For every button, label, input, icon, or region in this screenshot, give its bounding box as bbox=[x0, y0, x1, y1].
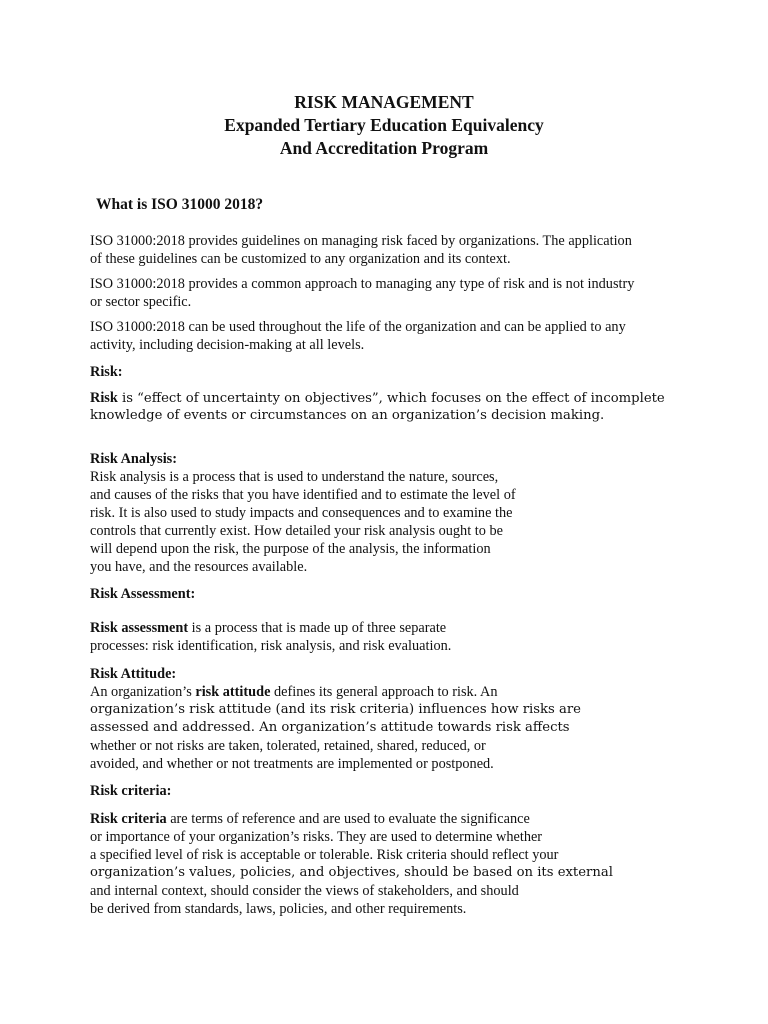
risk-criteria-paragraph bbox=[90, 810, 613, 918]
risk-criteria-term: Risk criteria bbox=[90, 811, 167, 827]
risk-assessment-line-2: processes: risk identification, risk analysis, and risk evaluation. bbox=[90, 638, 452, 654]
risk-line-2: knowledge of events or circumstances on an organization’s decision making. bbox=[90, 408, 605, 423]
document-title bbox=[0, 91, 768, 160]
risk-analysis-line-6: you have, and the resources available. bbox=[90, 559, 308, 575]
risk-attitude-line-3: assessed and addressed. An organization’s attitude towards risk affects bbox=[90, 720, 570, 735]
risk-analysis-line-3: risk. It is also used to study impacts and consequences and to examine the bbox=[90, 505, 513, 521]
risk-paragraph bbox=[90, 389, 665, 425]
iso-p3-line-2: activity, including decision-making at all levels. bbox=[90, 337, 365, 353]
risk-attitude-line-1-post: defines its general approach to risk. An bbox=[270, 684, 498, 700]
risk-attitude-paragraph bbox=[90, 683, 581, 773]
risk-criteria-line-4: organization’s values, policies, and objectives, should be based on its external bbox=[90, 865, 613, 880]
risk-criteria-heading: Risk criteria: bbox=[90, 783, 172, 799]
iso-p2-line-1: ISO 31000:2018 provides a common approach to managing any type of risk and is not industry bbox=[90, 276, 635, 292]
iso-p3-line-1: ISO 31000:2018 can be used throughout the life of the organization and can be applied to any bbox=[90, 319, 626, 335]
title-line-1: RISK MANAGEMENT bbox=[294, 92, 474, 112]
risk-criteria-line-1: are terms of reference and are used to evaluate the significance bbox=[166, 811, 530, 827]
risk-analysis-paragraph bbox=[90, 468, 516, 576]
risk-assessment-paragraph bbox=[90, 619, 451, 655]
risk-heading: Risk: bbox=[90, 364, 123, 380]
iso-p2-line-2: or sector specific. bbox=[90, 294, 192, 310]
risk-criteria-line-2: or importance of your organization’s risks. They are used to determine whether bbox=[90, 829, 543, 845]
risk-assessment-line-1: is a process that is made up of three separate bbox=[188, 620, 447, 636]
iso-paragraph-3 bbox=[90, 318, 626, 354]
risk-assessment-term: Risk assessment bbox=[90, 620, 189, 636]
risk-assessment-heading: Risk Assessment: bbox=[90, 586, 196, 602]
risk-attitude-line-5: avoided, and whether or not treatments are implemented or postponed. bbox=[90, 756, 494, 772]
iso-p1-line-1: ISO 31000:2018 provides guidelines on managing risk faced by organizations. The application bbox=[90, 233, 632, 249]
iso-paragraph-1 bbox=[90, 232, 632, 268]
iso-p1-line-2: of these guidelines can be customized to any organization and its context. bbox=[90, 251, 511, 267]
risk-attitude-term: risk attitude bbox=[195, 684, 271, 700]
title-line-3: And Accreditation Program bbox=[279, 138, 489, 158]
iso-heading: What is ISO 31000 2018? bbox=[96, 196, 264, 213]
risk-attitude-line-1-pre: An organization’s bbox=[90, 684, 196, 700]
risk-analysis-heading: Risk Analysis: bbox=[90, 451, 178, 467]
risk-criteria-line-5: and internal context, should consider the views of stakeholders, and should bbox=[90, 883, 519, 899]
risk-analysis-line-1: Risk analysis is a process that is used to understand the nature, sources, bbox=[90, 469, 499, 485]
title-line-2: Expanded Tertiary Education Equivalency bbox=[224, 115, 544, 135]
risk-analysis-line-2: and causes of the risks that you have identified and to estimate the level of bbox=[90, 487, 516, 503]
risk-criteria-line-3: a specified level of risk is acceptable or tolerable. Risk criteria should reflect your bbox=[90, 847, 559, 863]
risk-attitude-line-2: organization’s risk attitude (and its risk criteria) influences how risks are bbox=[90, 702, 581, 717]
risk-criteria-line-6: be derived from standards, laws, policies, and other requirements. bbox=[90, 901, 467, 917]
risk-analysis-line-5: will depend upon the risk, the purpose of the analysis, the information bbox=[90, 541, 491, 557]
risk-attitude-line-4: whether or not risks are taken, tolerated, retained, shared, reduced, or bbox=[90, 738, 486, 754]
iso-paragraph-2 bbox=[90, 275, 634, 311]
risk-analysis-line-4: controls that currently exist. How detailed your risk analysis ought to be bbox=[90, 523, 503, 539]
risk-line-1: is “effect of uncertainty on objectives”, which focuses on the effect of incomplete bbox=[117, 391, 665, 406]
risk-term: Risk bbox=[90, 390, 118, 406]
risk-attitude-heading: Risk Attitude: bbox=[90, 666, 177, 682]
